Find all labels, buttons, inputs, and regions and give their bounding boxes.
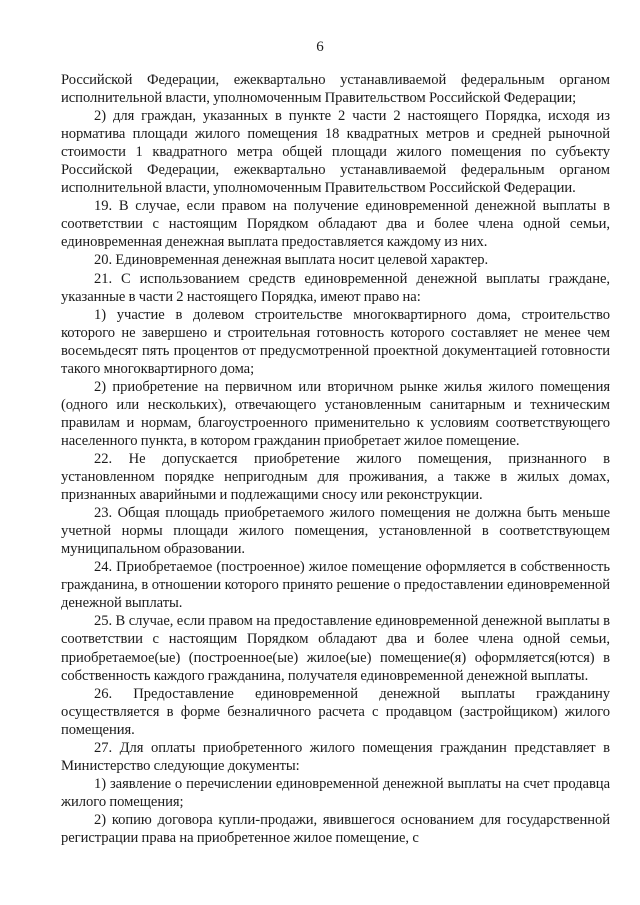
paragraph-continuation: Российской Федерации, ежеквартально устанавливаемой федеральным органом исполнительной власти, уполномоченным Правительством Российской Федерации; <box>61 72 610 107</box>
paragraph-27: 27. Для оплаты приобретенного жилого помещения гражданин представляет в Министерство следующие документы: <box>61 739 610 774</box>
paragraph-23: 23. Общая площадь приобретаемого жилого помещения не должна быть меньше учетной нормы площади жилого помещения, установленной в соответствующем муниципальном образовании. <box>61 505 610 558</box>
paragraph-19: 19. В случае, если правом на получение единовременной денежной выплаты в соответствии с настоящим Порядком обладают два и более члена одной семьи, единовременная денежная выплата предоставляется каждому из них. <box>61 198 610 251</box>
paragraph-item-2: 2) для граждан, указанных в пункте 2 части 2 настоящего Порядка, исходя из норматива площади жилого помещения 18 квадратных метров и средней рыночной стоимости 1 квадратного метра общей площади жилого помещения по субъекту Российской Федерации, ежеквартально устанавливаемой федеральным органом исполнительной власти, уполномоченным Правительством Российской Федерации. <box>61 108 610 197</box>
paragraph-21-item-2: 2) приобретение на первичном или вторичном рынке жилья жилого помещения (одного или нескольких), отвечающего установленным санитарным и техническим правилам и нормам, благоустроенного применительно к условиям соответствующего населенного пункта, в котором гражданин приобретает жилое помещение. <box>61 378 610 449</box>
paragraph-20: 20. Единовременная денежная выплата носит целевой характер. <box>94 252 489 269</box>
paragraph-27-item-1: 1) заявление о перечислении единовременной денежной выплаты на счет продавца жилого помещения; <box>61 775 610 810</box>
page-number: 6 <box>316 39 324 55</box>
paragraph-25: 25. В случае, если правом на предоставление единовременной денежной выплаты в соответствии с настоящим Порядком обладают два и более члена одной семьи, приобретаемое(ые) (построенное(ые) жилое(ые) помещение(я) оформляется(ются) в собственность каждого гражданина, получателя единовременной денежной выплаты. <box>61 613 610 684</box>
paragraph-26: 26. Предоставление единовременной денежной выплаты гражданину осуществляется в форме безналичного расчета с продавцом (застройщиком) жилого помещения. <box>61 685 610 738</box>
paragraph-21-item-1: 1) участие в долевом строительстве многоквартирного дома, строительство которого не завершено и строительная готовность которого составляет не менее чем восемьдесят пять процентов от предусмотренной проектной документацией готовности такого многоквартирного дома; <box>61 306 610 377</box>
paragraph-27-item-2: 2) копию договора купли-продажи, явившегося основанием для государственной регистрации права на приобретенное жилое помещение, с <box>61 811 610 846</box>
paragraph-22: 22. Не допускается приобретение жилого помещения, признанного в установленном порядке непригодным для проживания, а также в жилых домах, признанных аварийными и подлежащими сносу или реконструкции. <box>61 450 610 504</box>
paragraph-21: 21. С использованием средств единовременной денежной выплаты граждане, указанные в части 2 настоящего Порядка, имеют право на: <box>61 270 610 305</box>
document-body <box>61 71 610 847</box>
paragraph-24: 24. Приобретаемое (построенное) жилое помещение оформляется в собственность гражданина, в отношении которого принято решение о предоставлении единовременной денежной выплаты. <box>61 559 610 612</box>
